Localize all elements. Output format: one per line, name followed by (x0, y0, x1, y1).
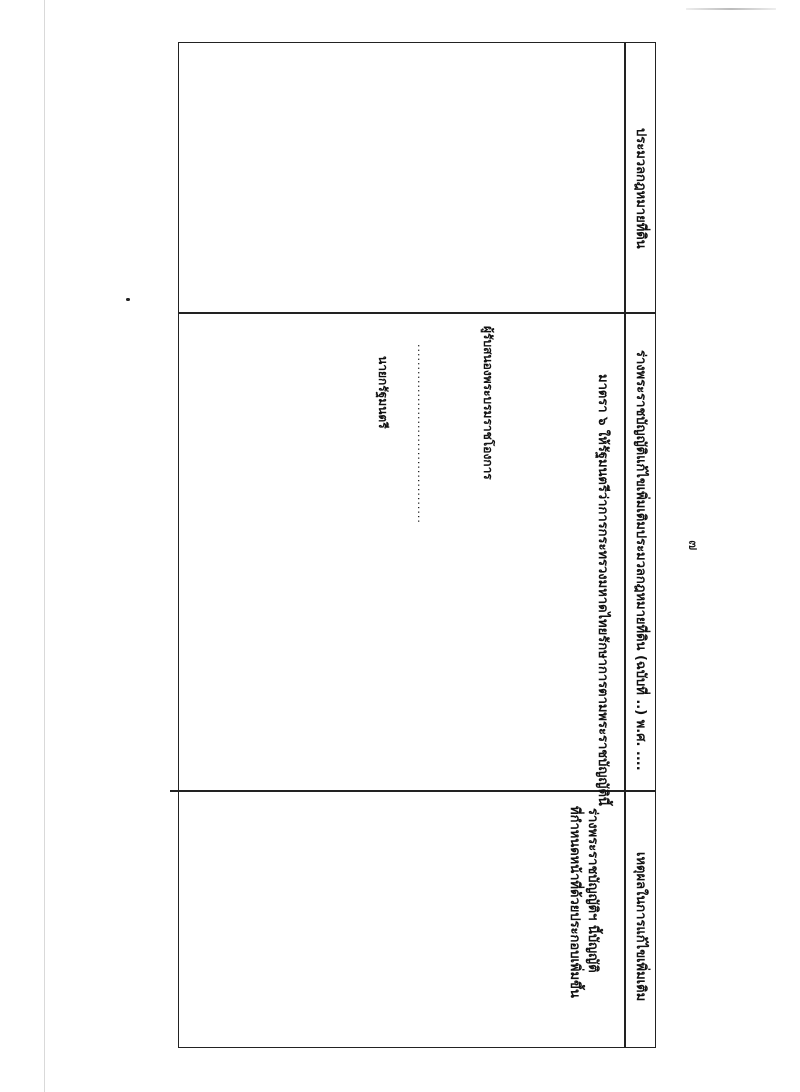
header-reason: เหตุผลในการแก้ไขเพิ่มเติม (633, 852, 648, 1002)
page-edge (44, 0, 45, 1092)
reason-line-2: ที่กำหนดหน้าที่ด้วยประกอบเพิ่มขึ้น (567, 806, 582, 998)
reason-line-1: ร่างพระราชบัญญัติฯ นี้บัญญัติ (585, 808, 600, 973)
header-divider (624, 42, 626, 1048)
signature-dots: ........................................ (415, 344, 428, 524)
countersign-title: นายกรัฐมนตรี (376, 356, 390, 429)
header-draft-law: ร่างพระราชบัญญัติแก้ไขเพิ่มเติมประมวลกฎหมายที่ดิน (ฉบับที่ ..) พ.ศ. .... (633, 350, 648, 771)
header-current-law: ประมวลกฎหมายที่ดิน (633, 128, 648, 249)
row-divider-2 (170, 790, 656, 792)
section-6-text: มาตรา ๖ ให้รัฐมนตรีว่าการกระทรวงมหาดไทยรักษาการตามพระราชบัญญัตินี้ (595, 374, 610, 806)
countersign-label: ผู้รับสนองพระบรมราชโองการ (481, 326, 495, 480)
row-divider-1 (178, 312, 656, 314)
scan-speck (126, 298, 130, 301)
scan-smudge (686, 8, 776, 10)
page-number: ๗ (685, 540, 701, 551)
